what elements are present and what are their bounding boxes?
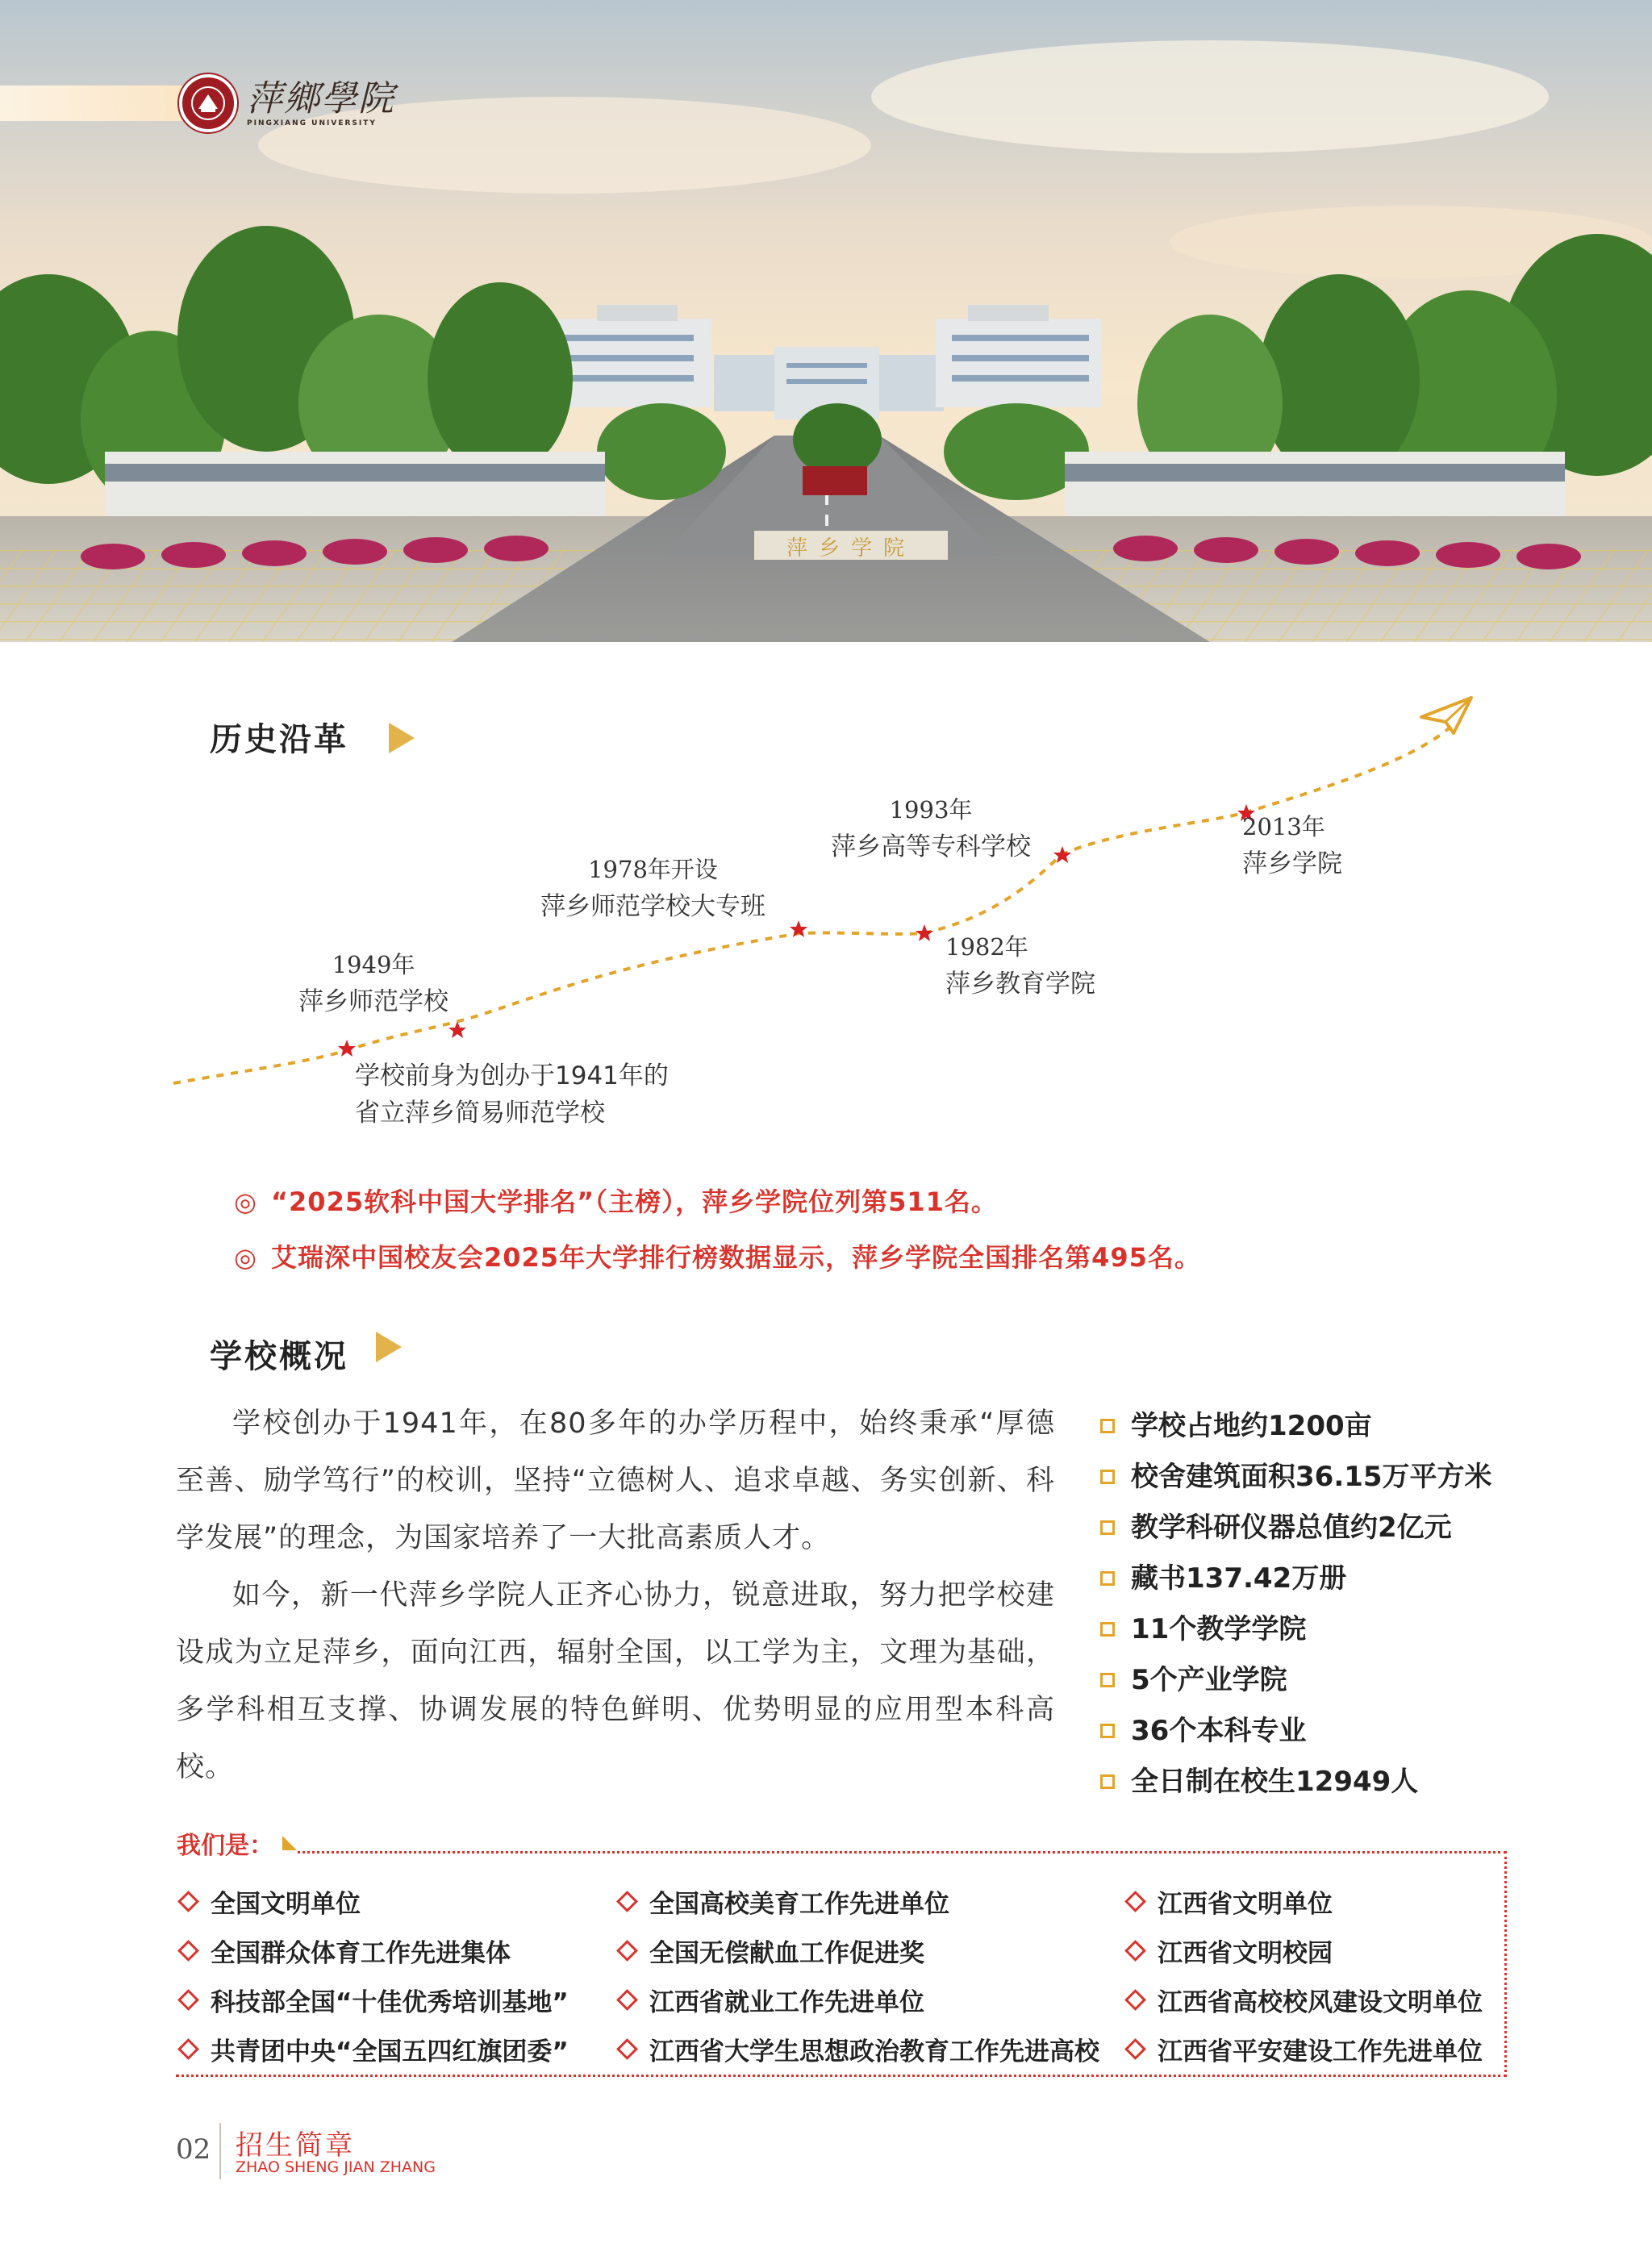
paper-plane-icon [1421,698,1471,733]
timeline-curve [173,722,1456,1083]
history-timeline [161,690,1500,1141]
timeline-star-1982 [916,924,933,941]
honor-item: 江西省平安建设工作先进单位 [1128,2031,1483,2067]
fact-item: 校舍建筑面积36.15万平方米 [1100,1451,1492,1502]
timeline-event-2013: 2013年 萍乡学院 [1242,813,1342,878]
footer-title-en: ZHAO SHENG JIAN ZHANG [236,2158,436,2176]
diamond-bullet-icon [177,2038,199,2060]
honor-item: 全国无偿献血工作促进奖 [620,1933,924,1969]
diamond-bullet-icon [616,1940,638,1962]
page-number: 02 [176,2133,211,2166]
square-bullet-icon [1100,1419,1115,1433]
diamond-bullet-icon [177,1940,199,1962]
square-bullet-icon [1100,1520,1115,1535]
university-seal-icon [179,74,237,132]
overview-intro-text [176,1395,1055,1796]
diamond-bullet-icon [1124,1940,1146,1962]
diamond-bullet-icon [616,1989,638,2011]
logo-banner-strip [0,85,194,121]
fact-item: 教学科研仪器总值约2亿元 [1100,1502,1492,1553]
diamond-bullet-icon [177,1989,199,2011]
timeline-event-1949: 1949年 萍乡师范学校 [298,951,448,1016]
honor-item: 江西省大学生思想政治教育工作先进高校 [620,2031,1099,2067]
fact-item: 11个教学学院 [1100,1603,1492,1654]
school-facts-list [1100,1400,1492,1807]
university-logo [179,74,395,132]
diamond-bullet-icon [177,1891,199,1912]
square-bullet-icon [1100,1774,1115,1789]
footer-divider [219,2123,221,2179]
diamond-bullet-icon [1124,1891,1146,1912]
honor-item: 全国群众体育工作先进集体 [181,1933,511,1969]
timeline-event-1982: 1982年 萍乡教育学院 [945,933,1095,999]
diamond-bullet-icon [1124,1989,1146,2011]
overview-title: 学校概况 [210,1338,348,1375]
fact-item: 全日制在校生12949人 [1100,1756,1492,1807]
fact-item: 学校占地约1200亩 [1100,1400,1492,1451]
we-are-corner-icon [282,1836,297,1850]
diamond-bullet-icon [1124,2038,1146,2060]
honor-item: 全国文明单位 [181,1883,361,1920]
diamond-bullet-icon [616,1891,638,1912]
timeline-star-1941 [338,1040,356,1057]
square-bullet-icon [1100,1724,1115,1738]
diamond-bullet-icon [616,2038,638,2060]
timeline-star-1949 [448,1021,466,1038]
honor-item: 共青团中央“全国五四红旗团委” [181,2031,569,2067]
overview-paragraph-1: 学校创办于1941年，在80多年的办学历程中，始终秉承“厚德至善、励学笃行”的校训，坚持“立德树人、追求卓越、务实创新、科学发展”的理念，为国家培养了一大批高素质人才。 [176,1407,1055,1554]
square-bullet-icon [1100,1470,1115,1484]
honor-item: 江西省文明校园 [1128,1933,1333,1969]
square-bullet-icon [1100,1622,1115,1637]
square-bullet-icon [1100,1673,1115,1687]
overview-title-arrow-icon [376,1332,402,1362]
history-title: 历史沿革 [210,721,348,758]
square-bullet-icon [1100,1571,1115,1586]
ranking-line-2: ◎ 艾瑞深中国校友会2025年大学排行榜数据显示，萍乡学院全国排名第495名。 [234,1242,1201,1273]
timeline-event-1941: 学校前身为创办于1941年的 省立萍乡简易师范学校 [355,1061,669,1128]
footer-title-cn: 招生简章 [236,2129,355,2162]
honor-item: 江西省高校校风建设文明单位 [1128,1982,1483,2018]
we-are-title: 我们是： [177,1832,273,1860]
honor-item: 江西省文明单位 [1128,1883,1333,1920]
honor-item: 江西省就业工作先进单位 [620,1982,924,2018]
honor-item: 科技部全国“十佳优秀培训基地” [181,1982,569,2018]
fact-item: 36个本科专业 [1100,1705,1492,1756]
overview-paragraph-2: 如今，新一代萍乡学院人正齐心协力，锐意进取，努力把学校建设成为立足萍乡，面向江西，辐射全国，以工学为主，文理为基础，多学科相互支撑、协调发展的特色鲜明、优势明显的应用型本科高校。 [176,1579,1055,1783]
timeline-event-1993: 1993年 萍乡高等专科学校 [831,796,1031,861]
logo-chinese-name: 萍鄉學院 [247,78,395,119]
fact-item: 藏书137.42万册 [1100,1553,1492,1603]
timeline-event-1978: 1978年开设 萍乡师范学校大专班 [540,856,766,921]
ranking-bullet-icon: ◎ [234,1186,257,1217]
honor-item: 全国高校美育工作先进单位 [620,1883,949,1920]
logo-english-name: PINGXIANG UNIVERSITY [247,119,377,127]
fact-item: 5个产业学院 [1100,1654,1492,1705]
gate-sign-text: 萍乡学院 [786,536,916,561]
ranking-line-1: ◎ “2025软科中国大学排名”（主榜），萍乡学院位列第511名。 [234,1186,998,1217]
ranking-bullet-icon: ◎ [234,1242,257,1273]
